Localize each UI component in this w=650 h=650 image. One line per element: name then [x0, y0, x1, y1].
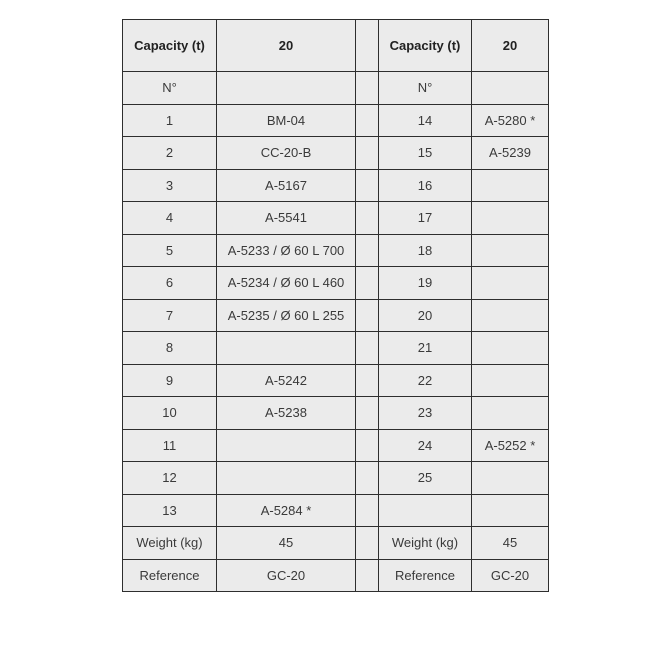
row-number-right: 17: [379, 202, 472, 235]
row-part-left: [217, 332, 356, 365]
row-number-right: 14: [379, 104, 472, 137]
number-label-right: N°: [379, 72, 472, 105]
table-row: [123, 202, 549, 235]
weight-row: [123, 527, 549, 560]
number-label-row: [123, 72, 549, 105]
reference-value-right: GC-20: [472, 559, 549, 592]
row-part-left: A-5234 / Ø 60 L 460: [217, 267, 356, 300]
row-number-right: 15: [379, 137, 472, 170]
row-part-left: A-5167: [217, 169, 356, 202]
separator-cell: [356, 104, 379, 137]
separator-cell: [356, 72, 379, 105]
row-number-left: 7: [123, 299, 217, 332]
separator-cell: [356, 332, 379, 365]
weight-label-left: Weight (kg): [123, 527, 217, 560]
row-number-left: 3: [123, 169, 217, 202]
row-part-left: A-5284 *: [217, 494, 356, 527]
row-part-right: [472, 332, 549, 365]
row-number-right: 21: [379, 332, 472, 365]
separator-cell: [356, 267, 379, 300]
row-part-right: A-5280 *: [472, 104, 549, 137]
table-row: [123, 299, 549, 332]
row-part-right: [472, 202, 549, 235]
header-row: [123, 20, 549, 72]
row-number-left: 12: [123, 462, 217, 495]
row-part-right: [472, 267, 549, 300]
table-row: [123, 169, 549, 202]
separator-cell: [356, 559, 379, 592]
weight-label-right: Weight (kg): [379, 527, 472, 560]
row-number-left: 10: [123, 397, 217, 430]
empty-cell: [217, 72, 356, 105]
separator-cell: [356, 429, 379, 462]
weight-value-left: 45: [217, 527, 356, 560]
row-number-left: 4: [123, 202, 217, 235]
row-number-right: 20: [379, 299, 472, 332]
row-number-right: 25: [379, 462, 472, 495]
row-part-left: A-5238: [217, 397, 356, 430]
capacity-spec-table: [122, 19, 549, 592]
header-capacity-value-right: 20: [472, 20, 549, 72]
separator-cell: [356, 299, 379, 332]
row-number-right: 16: [379, 169, 472, 202]
row-number-left: 1: [123, 104, 217, 137]
separator-cell: [356, 169, 379, 202]
row-part-left: A-5541: [217, 202, 356, 235]
row-part-left: A-5233 / Ø 60 L 700: [217, 234, 356, 267]
table-row: [123, 462, 549, 495]
header-capacity-label-right: Capacity (t): [379, 20, 472, 72]
row-part-left: CC-20-B: [217, 137, 356, 170]
row-number-left: 13: [123, 494, 217, 527]
row-part-right: [472, 494, 549, 527]
reference-value-left: GC-20: [217, 559, 356, 592]
separator-cell: [356, 462, 379, 495]
separator-cell: [356, 397, 379, 430]
row-number-left: 11: [123, 429, 217, 462]
row-part-left: A-5242: [217, 364, 356, 397]
header-capacity-label-left: Capacity (t): [123, 20, 217, 72]
row-part-right: [472, 397, 549, 430]
row-part-right: [472, 364, 549, 397]
separator-cell: [356, 527, 379, 560]
weight-value-right: 45: [472, 527, 549, 560]
row-number-right: [379, 494, 472, 527]
row-part-right: [472, 299, 549, 332]
table-row: [123, 494, 549, 527]
header-capacity-value-left: 20: [217, 20, 356, 72]
table-row: [123, 364, 549, 397]
table-row: [123, 429, 549, 462]
row-number-right: 18: [379, 234, 472, 267]
row-part-right: A-5252 *: [472, 429, 549, 462]
row-number-right: 19: [379, 267, 472, 300]
row-part-right: [472, 462, 549, 495]
row-number-left: 9: [123, 364, 217, 397]
table-row: [123, 104, 549, 137]
row-part-left: [217, 462, 356, 495]
row-number-right: 23: [379, 397, 472, 430]
separator-cell: [356, 364, 379, 397]
row-number-right: 22: [379, 364, 472, 397]
table-row: [123, 397, 549, 430]
row-number-left: 2: [123, 137, 217, 170]
row-number-right: 24: [379, 429, 472, 462]
row-part-right: [472, 169, 549, 202]
row-part-left: A-5235 / Ø 60 L 255: [217, 299, 356, 332]
empty-cell: [472, 72, 549, 105]
row-part-left: BM-04: [217, 104, 356, 137]
separator-cell: [356, 202, 379, 235]
separator-cell: [356, 494, 379, 527]
table-row: [123, 267, 549, 300]
table-row: [123, 332, 549, 365]
row-number-left: 6: [123, 267, 217, 300]
row-part-left: [217, 429, 356, 462]
row-part-right: A-5239: [472, 137, 549, 170]
separator-cell: [356, 137, 379, 170]
reference-label-right: Reference: [379, 559, 472, 592]
reference-label-left: Reference: [123, 559, 217, 592]
table-row: [123, 234, 549, 267]
separator-cell: [356, 234, 379, 267]
number-label-left: N°: [123, 72, 217, 105]
row-part-right: [472, 234, 549, 267]
reference-row: [123, 559, 549, 592]
row-number-left: 8: [123, 332, 217, 365]
table-row: [123, 137, 549, 170]
separator-cell: [356, 20, 379, 72]
row-number-left: 5: [123, 234, 217, 267]
